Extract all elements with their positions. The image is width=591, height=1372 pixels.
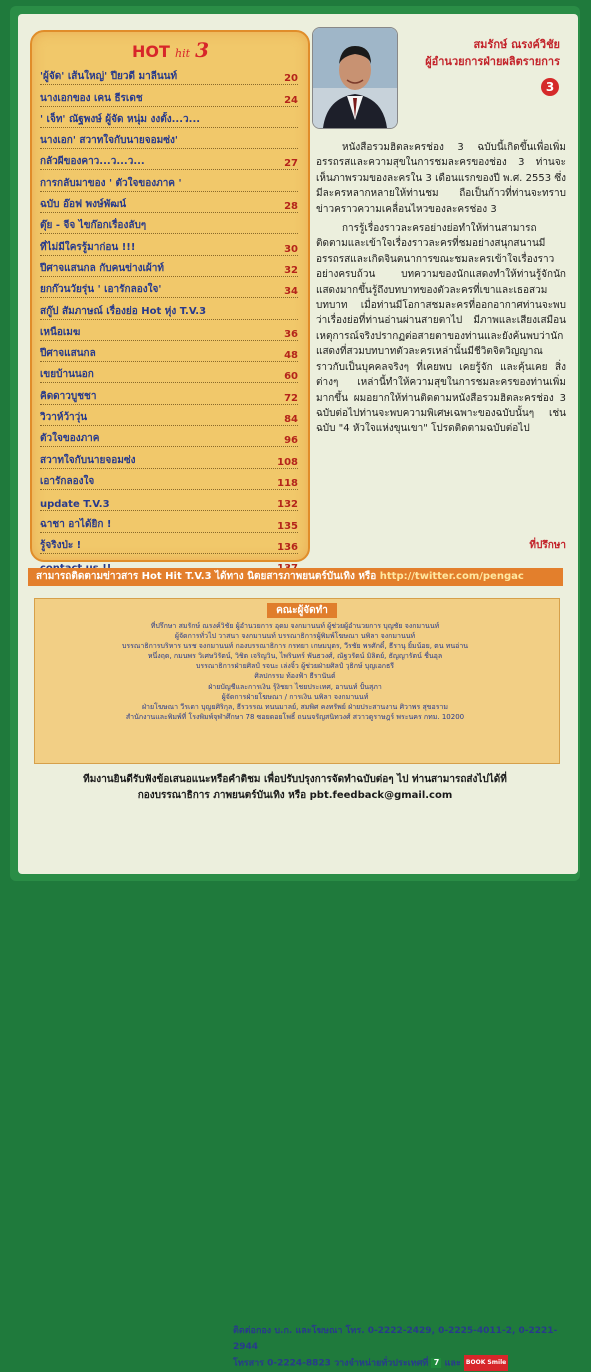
seven-eleven-logo: 7 — [431, 1358, 441, 1368]
toc-item-title: ปีศาจแสนกล กับคนข่างเผ้าท์ — [40, 262, 164, 274]
toc-list — [40, 64, 298, 575]
staff-line: ฝ่ายบัญชีและการเงิน รุ้งิชยา ไชยประเทศ, อานนท์ ปั้นสุภา — [208, 682, 382, 691]
toc-item — [40, 277, 298, 298]
toc-item-title: ตัวใจของภาค — [40, 433, 100, 445]
toc-item-title: ที่ไม่มีใครรู้มาก่อน !!! — [40, 241, 136, 253]
staff-line: ที่ปรึกษา สมรักษ์ ณรงค์วิชัย ผู้อำนวยการ อุดม จงกมานนท์ ผู้ช่วยผู้อำนวยการ บุญชัย จงกมานนท์ — [150, 622, 440, 630]
toc-item-page: 84 — [284, 414, 298, 426]
toc-item-page: 48 — [284, 350, 298, 362]
toc-item-page: 28 — [284, 201, 298, 213]
author-role: ผู้อำนวยการฝ่ายผลิตรายการ — [425, 55, 560, 68]
toc-item — [40, 170, 298, 191]
toc-item-title: update T.V.3 — [40, 499, 110, 511]
toc-item-title: กลัวผีของคาว...ว...ว... — [40, 156, 145, 168]
staff-line: บรรณาธิการบริหาร นรช จงกมานนท์ กองบรรณาธิการ กรทยา เกษมบุตร, วีรชัย พรศักดิ์, ธีรานุ ยิ้มน้อย, ตน ทนอ่าน — [121, 642, 469, 651]
contact-fax: โทรสาร 0-2224-8823 วางจำหน่ายทั่วประเทศที่ — [233, 1358, 429, 1369]
toc-item-title: ' เจ็ท' ณัฐพงษ์ ผู้จัด หนุ่ม งงตั้ง...ว... — [40, 113, 201, 125]
hot-hit-3-logo — [132, 38, 209, 60]
staff-line: ศิลปกรรม ท้องฟ้า ธีรานันต์ — [254, 672, 336, 681]
author-name: สมรักษ์ ณรงค์วิชัย — [473, 38, 560, 51]
toc-item — [40, 107, 298, 128]
editorial-signature: ที่ปรึกษา — [529, 540, 566, 551]
toc-item — [40, 64, 298, 85]
toc-item-title: นางเอกของ เคน ธีรเดช — [40, 92, 143, 104]
toc-item — [40, 341, 298, 362]
toc-item-title: เอารักลองใจ — [40, 475, 95, 487]
editorial-text — [316, 140, 566, 437]
toc-item — [40, 256, 298, 277]
toc-item-title: วิวาห์ว้าวุ่น — [40, 412, 88, 424]
staff-line: ฝ่ายโฆษณา วีรเดา บุญยศิริกุล, ธีรวรรณ ทนนมาลย์, สมพิศ คงทรัพย์ ฝ่ายประสานงาน ศิวาพร สุขอราม — [141, 702, 449, 711]
toc-item-page: 30 — [284, 243, 298, 255]
toc-item-page: 36 — [284, 328, 298, 340]
toc-item-title: เหนือเมฆ — [40, 326, 81, 338]
toc-item — [40, 426, 298, 447]
toc-item-page: 60 — [284, 371, 298, 383]
toc-item — [40, 533, 298, 554]
toc-item — [40, 490, 298, 511]
toc-item-page: 20 — [284, 73, 298, 85]
toc-item-title: เขยบ้านนอก — [40, 369, 94, 381]
toc-item — [40, 405, 298, 426]
toc-item-page: 135 — [277, 520, 298, 532]
table-of-contents — [30, 30, 310, 562]
editorial-paragraph-2: การรู้เรื่องราวละครอย่างย่อทำให้ท่านสามารถติดตามและเข้าใจเรื่องราวละครที่ชมอย่างสนุกสนานมีอรรถรสและเกิดจินตนาการขณะชมละครเข้าใจเรื่องราวอย่างครบถ้วน บทความของนักแสดงทำให้ท่านรู้จักนักแสดงมากขึ้นรู้ถึงบทบาทของตัวละครที่เขาและเธอสวมบทบาท เมื่อท่านมีโอกาสชมละครที่ออกอากาศท่านจะพบว่าเรื่องย่อที่ท่านอ่านผ่านสายตาไป มีภาพและเสียงเสมือนเหตุการณ์จริงปรากฏต่อสายตาของท่านและยังค้นพบว่านักแสดงที่สวมบทบาทตัวละครเหล่านั้นมีชีวิตจิตวิญญาณราวกับเป็นบุคคลจริงๆ ที่เคยพบ เคยรู้จัก และคุ้นเคย สิ่งต่างๆ เหล่านี้ทำให้ความสุขในการชมละครของท่านเพิ่มมากขึ้น ผมอยากให้ท่านติดตามหนังสือรวมฮิตละครช่อง 3 ฉบับต่อไปท่านจะพบความพิเศษเฉพาะของฉบับนั้นๆ เช่น ฉบับ "4 หัวใจแห่งขุนเขา" โปรดติดตามฉบับต่อไป — [316, 223, 566, 435]
editorial-paragraph-1: หนังสือรวมฮิตละครช่อง 3 ฉบับนี้เกิดขึ้นเพื่อเพิ่มอรรถรสและความสุขในการชมละครของช่อง 3 ท่านจะเห็นภาพรวมของละครใน 3 เดือนแรกของปี พ.ศ. 2553 ซึ่งมีละครหลากหลายให้ท่านชม ถือเป็นก้าวที่ท่านจะทราบข่าวคราวความเคลื่อนไหวของละครช่อง 3 — [316, 142, 566, 215]
toc-item — [40, 447, 298, 468]
follow-text: สามารถติดตามข่าวสาร Hot Hit T.V.3 ได้ทาง นิตยสารภาพยนตร์บันเทิง หรือ — [36, 571, 377, 582]
logo-hit: hit — [175, 47, 191, 60]
toc-item-page: 118 — [277, 477, 298, 489]
toc-item-page: 136 — [277, 541, 298, 553]
staff-line: บรรณาธิการฝ่ายศิลป์ รจนะ เล่งจิ้ว ผู้ช่วยฝ่ายศิลป์ วุธิกษ์ บุญเอกธรี — [195, 662, 395, 671]
toc-item — [40, 511, 298, 532]
toc-item — [40, 320, 298, 341]
staff-title: คณะผู้จัดทำ — [267, 603, 337, 618]
contact-fax-line — [233, 1355, 573, 1372]
toc-item-title: การกลับมาของ ' ตัวใจของภาค ' — [40, 177, 182, 189]
toc-item-page: 132 — [277, 499, 298, 511]
toc-item-page: 72 — [284, 392, 298, 404]
toc-item — [40, 213, 298, 234]
toc-item — [40, 192, 298, 213]
toc-item-title: ปีศาจแสนกล — [40, 348, 96, 360]
toc-item — [40, 298, 298, 319]
toc-item-title: 'ผู้จัด' เส้นใหญ่' ปียวดี มาลีนนท์ — [40, 71, 178, 83]
toc-item — [40, 85, 298, 106]
logo-three: 3 — [195, 38, 210, 62]
toc-item-page: 108 — [277, 456, 298, 468]
toc-item-title: สวาทใจกับนายจอมซ่ง — [40, 454, 136, 466]
toc-item — [40, 469, 298, 490]
footer-line-1: ทีมงานยินดีรับฟังข้อเสนอแนะหรือคำติชม เพื่อปรับปรุงการจัดทำฉบับต่อๆ ไป ท่านสามารถส่งไปได้ที่ — [83, 774, 507, 785]
toc-item-page: 27 — [284, 158, 298, 170]
toc-item-title: คิดดาวบูชชา — [40, 390, 97, 402]
logo-hot: HOT — [132, 42, 170, 61]
toc-item — [40, 149, 298, 170]
follow-banner — [28, 568, 563, 586]
toc-item-title: ยกก๊วนวัยรุ่น ' เอารักลองใจ' — [40, 284, 162, 296]
toc-item-title: รู้จริงป่ะ ! — [40, 539, 82, 551]
toc-item-page: 32 — [284, 264, 298, 276]
toc-item-title: ฉบับ อ๊อฟ พงษ์พัฒน์ — [40, 199, 127, 211]
contact-and: และ — [444, 1358, 461, 1369]
contact-info — [233, 1323, 573, 1372]
toc-item — [40, 234, 298, 255]
toc-item-page: 24 — [284, 94, 298, 106]
contact-phone: ติดต่อกอง บ.ก. และโฆษณา โทร. 0-2222-2429, 0-2225-4011-2, 0-2221-2944 — [233, 1326, 558, 1352]
toc-item-title: ตุ๊ย - จีจ ไขก๊อกเรื่องลับๆ — [40, 220, 147, 232]
channel-3-logo: 3 — [541, 78, 559, 96]
toc-item-page: 96 — [284, 435, 298, 447]
staff-line: สำนักงานและพิมพ์ที่ โรงพิมพ์จุฬาศึกษา 78 ซอยดอยโพธิ์ ถนนจรัญสนิทวงศ์ สวาวดูราษฎร์ พระนคร กทม. 10200 — [125, 712, 465, 721]
author-photo — [312, 27, 398, 129]
footer-line-2: กองบรรณาธิการ ภาพยนตร์บันเทิง หรือ pbt.feedback@gmail.com — [137, 790, 453, 801]
toc-item-title: สกู๊ป สัมภาษณ์ เรื่องย่อ Hot หุ่ง T.V.3 — [40, 305, 207, 317]
toc-item-page: 34 — [284, 286, 298, 298]
toc-item — [40, 383, 298, 404]
staff-line: หนึ่งฤด, กมนพร วิเศษวิรัตน์, วิชิต เจริญวิน, ไพรินทร์ พันธวงศ์, ณัฐวรัตน์ มิลิตย์, ธัญญารัตน์ ชื่นอุล — [147, 652, 443, 661]
book-smile-logo: BOOK Smile — [464, 1355, 508, 1371]
feedback-footer — [30, 772, 560, 804]
toc-item-title: นางเอก' สวาทใจกับนายจอมซ่ง' — [40, 135, 178, 147]
toc-item-title: ฉาชา อาได้ยิก ! — [40, 518, 112, 530]
twitter-link[interactable]: http://twitter.com/pengac — [379, 571, 524, 582]
toc-item — [40, 128, 298, 149]
toc-item — [40, 362, 298, 383]
staff-lines — [75, 621, 515, 722]
staff-line: ผู้จัดการฝ่ายโฆษณา / การเงิน นพิลา จงกมานนท์ — [221, 692, 369, 701]
staff-line: ผู้จัดการทั่วไป วาสนา จงกมานนท์ บรรณาธิการผู้พิมพ์โฆษณา นพิลา จงกมานนท์ — [174, 632, 416, 641]
